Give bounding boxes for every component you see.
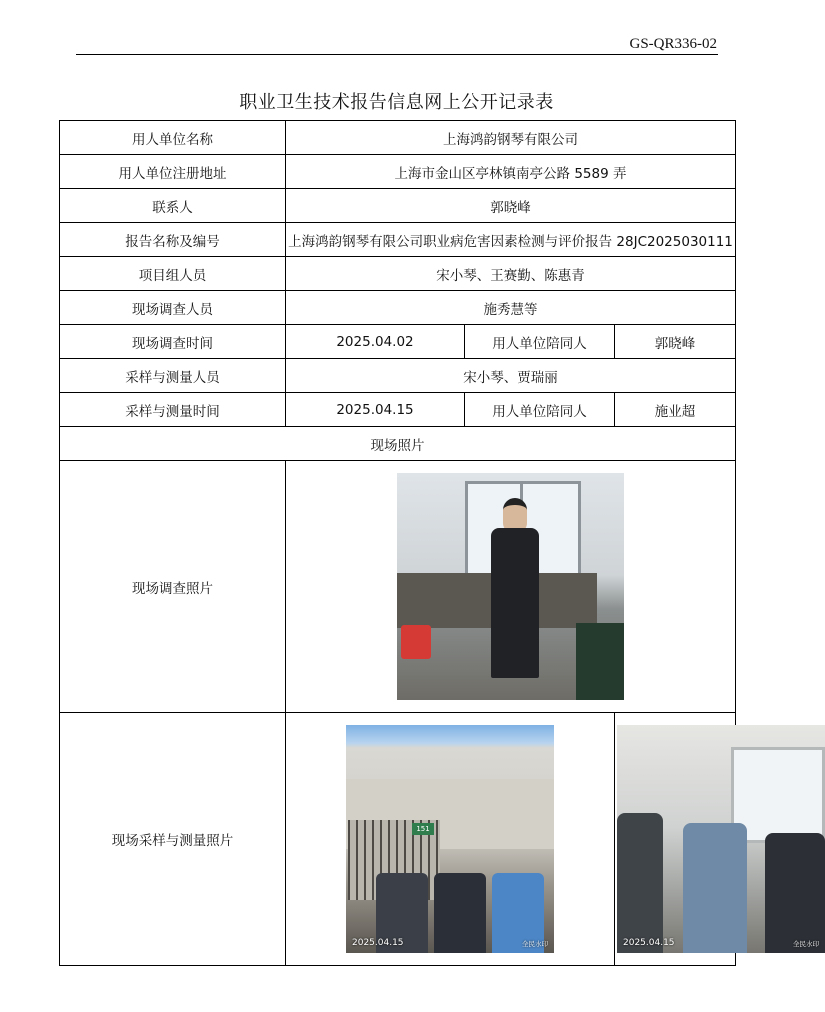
sampling-photo-label: 现场采样与测量照片 xyxy=(60,713,286,966)
row-sampling-time xyxy=(60,393,736,427)
photos-header: 现场照片 xyxy=(60,427,736,461)
survey-photo xyxy=(397,473,624,700)
row-survey-photo xyxy=(60,461,736,713)
photo-worker-center xyxy=(683,823,747,953)
photo-worker-right xyxy=(765,833,825,953)
photo-watermark: 全民水印 xyxy=(522,940,548,948)
survey-companion-value: 郭晓峰 xyxy=(615,325,736,359)
photo-red-bucket xyxy=(401,625,431,659)
sampling-photo-a xyxy=(346,725,554,953)
sampling-photo-cell-b xyxy=(615,713,819,966)
record-table xyxy=(59,120,819,966)
survey-photo-label: 现场调查照片 xyxy=(60,461,286,713)
sampling-staff-label: 采样与测量人员 xyxy=(60,359,286,393)
photo-house-number-sign: 151 xyxy=(412,823,434,835)
row-survey-time xyxy=(60,325,736,359)
employer-name-label: 用人单位名称 xyxy=(60,121,286,155)
project-members-label: 项目组人员 xyxy=(60,257,286,291)
survey-time-value: 2025.04.02 xyxy=(286,325,465,359)
row-sampling-staff xyxy=(60,359,736,393)
sampling-companion-label: 用人单位陪同人 xyxy=(465,393,615,427)
document-code: GS-QR336-02 xyxy=(629,36,717,52)
row-employer-address xyxy=(60,155,736,189)
sampling-time-label: 采样与测量时间 xyxy=(60,393,286,427)
row-report xyxy=(60,223,736,257)
row-employer-name xyxy=(60,121,736,155)
employer-address-value: 上海市金山区亭林镇南亭公路 5589 弄 xyxy=(286,155,736,189)
sampling-photo-b xyxy=(617,725,825,953)
row-sampling-photos xyxy=(60,713,736,966)
header-rule xyxy=(76,54,718,55)
row-contact xyxy=(60,189,736,223)
survey-staff-value: 施秀慧等 xyxy=(286,291,736,325)
photo-worker-left xyxy=(617,813,663,953)
project-members-value: 宋小琴、王赛勤、陈惠青 xyxy=(286,257,736,291)
photo-worker-2 xyxy=(434,873,486,953)
row-project-members xyxy=(60,257,736,291)
photo-machine xyxy=(576,623,624,700)
sampling-companion-value: 施业超 xyxy=(615,393,736,427)
report-value: 上海鸿韵钢琴有限公司职业病危害因素检测与评价报告 28JC2025030111 xyxy=(286,223,736,257)
contact-label: 联系人 xyxy=(60,189,286,223)
survey-companion-label: 用人单位陪同人 xyxy=(465,325,615,359)
report-label: 报告名称及编号 xyxy=(60,223,286,257)
survey-time-label: 现场调查时间 xyxy=(60,325,286,359)
sampling-staff-value: 宋小琴、贾瑞丽 xyxy=(286,359,736,393)
photo-date-stamp: 2025.04.15 xyxy=(623,938,675,948)
row-survey-staff xyxy=(60,291,736,325)
survey-photo-cell xyxy=(286,461,736,713)
sampling-time-value: 2025.04.15 xyxy=(286,393,465,427)
document-title: 职业卫生技术报告信息网上公开记录表 xyxy=(239,92,554,113)
photo-person-body xyxy=(491,528,539,678)
survey-staff-label: 现场调查人员 xyxy=(60,291,286,325)
photo-date-stamp: 2025.04.15 xyxy=(352,938,404,948)
photo-watermark: 全民水印 xyxy=(793,940,819,948)
contact-value: 郭晓峰 xyxy=(286,189,736,223)
sampling-photo-cell-a xyxy=(286,713,615,966)
photo-person xyxy=(485,498,545,678)
employer-name-value: 上海鸿韵钢琴有限公司 xyxy=(286,121,736,155)
row-photos-header xyxy=(60,427,736,461)
employer-address-label: 用人单位注册地址 xyxy=(60,155,286,189)
